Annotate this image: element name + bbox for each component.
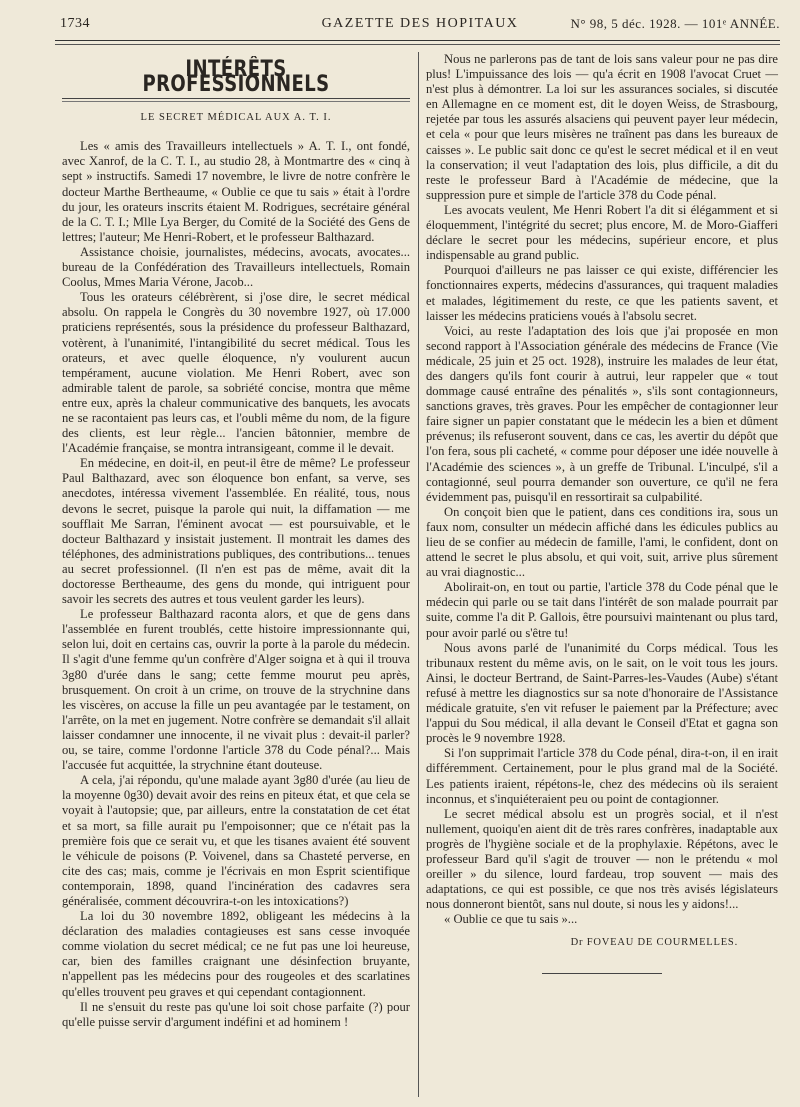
column-divider bbox=[418, 52, 419, 1097]
paragraph: Le professeur Balthazard raconta alors, et que de gens dans l'assemblée en furent troublés, cette histoire impressionnante qui, selon lui, doit en certains cas, ouvrir la porte à la parole du médecin. Il s'agit d'une femme qu'un confrère d'Alger soigna et à qui il trouva 3g80 d'urée dans le sang; cette femme mourut peu après, brusquement. On croit à un crime, on trouve de la strychnine dans les viscères, on accuse la fille un peu avantagée par le testament, on l'arrête, on la met en jugement. Notre confrère se demandait s'il allait laisser condamner une innocente, il ne vivait plus : devait-il parler? ou, se taire, comme l'ordonne l'article 378 du Code pénal?... Mais l'accusée fut acquittée, la strychnine étant douteuse. bbox=[62, 607, 410, 773]
paragraph: Assistance choisie, journalistes, médecins, avocats, avocates... bureau de la Confédération des Travailleurs intellectuels, Romain Coolus, Mmes Maria Vérone, Jacob... bbox=[62, 244, 410, 290]
issue-info: N° 98, 5 déc. 1928. — 101ᵉ ANNÉE. bbox=[570, 16, 780, 31]
left-column bbox=[62, 52, 410, 1030]
header-rule-thin bbox=[55, 44, 780, 45]
paragraph: Abolirait-on, en tout ou partie, l'article 378 du Code pénal que le médecin qui parle ou se tait dans l'intérêt de son malade pourrait par suite, comme l'a dit P. Gallois, être poursuivi maintenant ou plus tard, pour avoir parlé ou s'être tu! bbox=[426, 580, 778, 640]
journal-title: GAZETTE DES HOPITAUX bbox=[321, 16, 519, 31]
paragraph: Les « amis des Travailleurs intellectuels » A. T. I., ont fondé, avec Xanrof, de la C. T. I., au studio 28, à Montmartre des « cinq à sept » instructifs. Samedi 17 novembre, le livre de notre confrère le docteur Marthe Bertheaume, « Oublie ce que tu sais » était à l'ordre du jour, les orateurs inscrits étaient M. Rodrigues, secrétaire général de la C. T. I.; Mlle Lya Berger, du Comité de la Société des Gens de lettres; l'auteur; Me Henri-Robert, et le professeur Balthazard. bbox=[62, 139, 410, 244]
end-rule bbox=[542, 973, 662, 974]
paragraph: Nous avons parlé de l'unanimité du Corps médical. Tous les tribunaux restent du même avis, on le sait, on le voit tous les jours. Ainsi, le docteur Bertrand, de Saint-Parres-les-Vaudes (Aube) s'étant refusé à mettre les diagnostics sur sa note d'honoraire de l'Assistance médicale gratuite, s'en vit refuser le paiement par la Préfecture; avec l'appui du Sou médical, il alla devant le Conseil d'Etat et gagna son procès le 9 novembre 1928. bbox=[426, 640, 778, 746]
paragraph: On conçoit bien que le patient, dans ces conditions ira, sous un faux nom, consulter un médecin affiché dans les édicules publics au lieu de se confier au médecin de famille, l'ami, le confident, dont on attend le secret le plus absolu, et qui voit, suit, arrive plus sûrement au vrai diagnostic... bbox=[426, 504, 778, 580]
paragraph: En médecine, en doit-il, en peut-il être de même? Le professeur Paul Balthazard, avec son éloquence bon enfant, sa verve, ses anecdotes, intéressa vivement l'assemblée. En réalité, tous, nous devons le secret, puisque la parole qui nuit, la diffamation — me soufflait Me Sarran, l'éminent avocat — est poursuivable, et le docteur Balthazard y insistait justement. Il montrait les dames des téléphones, des administrations publiques, des contributions... tenues au secret professionnel. (Il n'en est pas de même, avait dit la doctoresse Bertheaume, des gens du monde, qui intriguent pour savoir les secrets des autres et tous veulent garder les leurs). bbox=[62, 456, 410, 607]
paragraph: Voici, au reste l'adaptation des lois que j'ai proposée en mon second rapport à l'Association générale des médecins de France (Vie médicale, 25 juin et 25 oct. 1928), instruire les malades de leur état, des dangers qu'ils font courir à autrui, leur rappeler que « tout dommage causé entraîne des pénalités », s'ils sont contagionneurs, sanctions graves, très graves. Pour les empêcher de contagionner leur faire signer un papier constatant que le médecin les a bien et dûment prévenus; ils refuseront souvent, dans ce cas, les avertir du dépôt que l'on fera, sous pli cacheté, « comme pour déposer une idée nouvelle à l'Académie des sciences », à un greffe de Tribunal. L'inculpé, s'il a contagionné, seul pourra demander son ouverture, ce qu'il ne fera évidemment pas, puisqu'il en ressortirait sa culpabilité. bbox=[426, 323, 778, 504]
paragraph: Tous les orateurs célébrèrent, si j'ose dire, le secret médical absolu. On rappela le Congrès du 30 novembre 1927, où 17.000 praticiens représentés, sous la présidence du professeur Balthazard, votèrent, à l'unanimité, l'intangibilité du secret médical. Tous les orateurs, et avec quelle éloquence, n'y voulurent aucun tempérament, aucune violation. Me Henri Robert, avec son admirable talent de parole, sa sobriété concise, montra que même entre eux, après la chaleur communicative des banquets, les avocats ne se racontaient pas leurs cas, et l'oubli même du nom, de la figure des clients, est leur règle... l'ancien bâtonnier, membre de l'Académie française, se montra intransigeant, comme il le devait. bbox=[62, 290, 410, 456]
article-subtitle: LE SECRET MÉDICAL AUX A. T. I. bbox=[140, 112, 332, 124]
right-column bbox=[426, 52, 778, 974]
paragraph: Il ne s'ensuit du reste pas qu'une loi soit chose parfaite (?) pour qu'elle puisse servir d'argument indéfini et ad hominem ! bbox=[62, 999, 410, 1029]
paragraph: « Oublie ce que tu sais »... bbox=[444, 912, 578, 927]
paragraph: Pourquoi d'ailleurs ne pas laisser ce qui existe, différencier les fonctionnaires experts, médecins d'assurances, qui traquent maladies et malades, légitimement du reste, ce que les patients savent, et laisser les médecins praticiens voués à l'absolu secret. bbox=[426, 263, 778, 323]
page-header bbox=[60, 16, 780, 38]
paragraph: Le secret médical absolu est un progrès social, et il n'est nullement, quoiqu'en aient dit de très rares confrères, inadaptable aux progrès de l'hygiène sociale et de la prophylaxie. Répétons, avec le professeur Bard qu'il s'agit de trouver — non le prétendu « mol oreiller » du silence, lourd fardeau, trop souvent — mais des adaptations, ce qui est possible, ce que nos très avisés législateurs nous donneront bientôt, sans nul doute, si nous les y aidons!... bbox=[426, 806, 778, 912]
header-rule bbox=[55, 40, 780, 41]
paragraph: A cela, j'ai répondu, qu'une malade ayant 3g80 d'urée (au lieu de la moyenne 0g30) devait avoir des reins en piteux état, et que cela se voyait à l'autopsie; que, par ailleurs, entre la constatation de cet état et sa mort, sa fille aurait pu l'empoisonner; que ce n'était pas la première fois que ce serait vu, et que les tisanes avaient été souvent le véhicule de poisons (P. Voivenel, dans sa Chasteté perverse, en cite des cas; mais, comme je l'écrivais en mon Esprit scientifique contemporain, 1898, quand l'incinération des cadavres sera généralisée, comment découvrira-t-on les intoxications?) bbox=[62, 773, 410, 908]
title-rule bbox=[62, 98, 410, 99]
paragraph: La loi du 30 novembre 1892, obligeant les médecins à la déclaration des maladies contagieuses est sans cesse invoquée comme violation du secret médical; ce ne fut pas une loi heureuse, car, bien des familles craignant une désinfection bruyante, n'appellent pas les médecins pour des rougeoles et des scarlatines qu'elles trouvent peu graves et qui cependant contagionnent. bbox=[62, 909, 410, 999]
paragraph: Nous ne parlerons pas de tant de lois sans valeur pour ne pas dire plus! L'impuissance des lois — qu'a écrit en 1908 l'avocat Cruet — n'est plus à démontrer. La loi sur les assurances sociales, si discutée en Allemagne en ce moment est, dit le doyen Weiss, de Strasbourg, rejetée par tous les assurés alsaciens qui peuvent payer leur médecin, et cela « pour que leurs misères ne traînent pas dans les bureaux de caisses ». Le public sait donc ce qu'est le secret médical et il en veut la conservation; il veut l'adaptation des lois, plus difficile, a dit du reste le professeur Bard à l'Académie de médecine, que la suppression pure et simple de l'article 378 du Code pénal. bbox=[426, 52, 778, 202]
author-signature: Dr FOVEAU DE COURMELLES. bbox=[570, 937, 738, 949]
paragraph: Les avocats veulent, Me Henri Robert l'a dit si élégamment et si éloquemment, l'intégrité du secret; plus encore, M. de Moro-Giafferi déclare le secret pour les médecins, supérieur encore, et plus indispensable au grand public. bbox=[426, 202, 778, 263]
title-rule-thin bbox=[62, 101, 410, 102]
section-title: INTÉRÊTS PROFESSIONNELS bbox=[142, 57, 330, 98]
page-number: 1734 bbox=[60, 16, 90, 31]
paragraph: Si l'on supprimait l'article 378 du Code pénal, dira-t-on, il en irait différemment. Certainement, pour le plus grand mal de la Société. Les patients iraient, répétons-le, chez des médecins où ils seraient inconnus, et s'inquiéteraient peu ou point de contagionner. bbox=[426, 746, 778, 806]
